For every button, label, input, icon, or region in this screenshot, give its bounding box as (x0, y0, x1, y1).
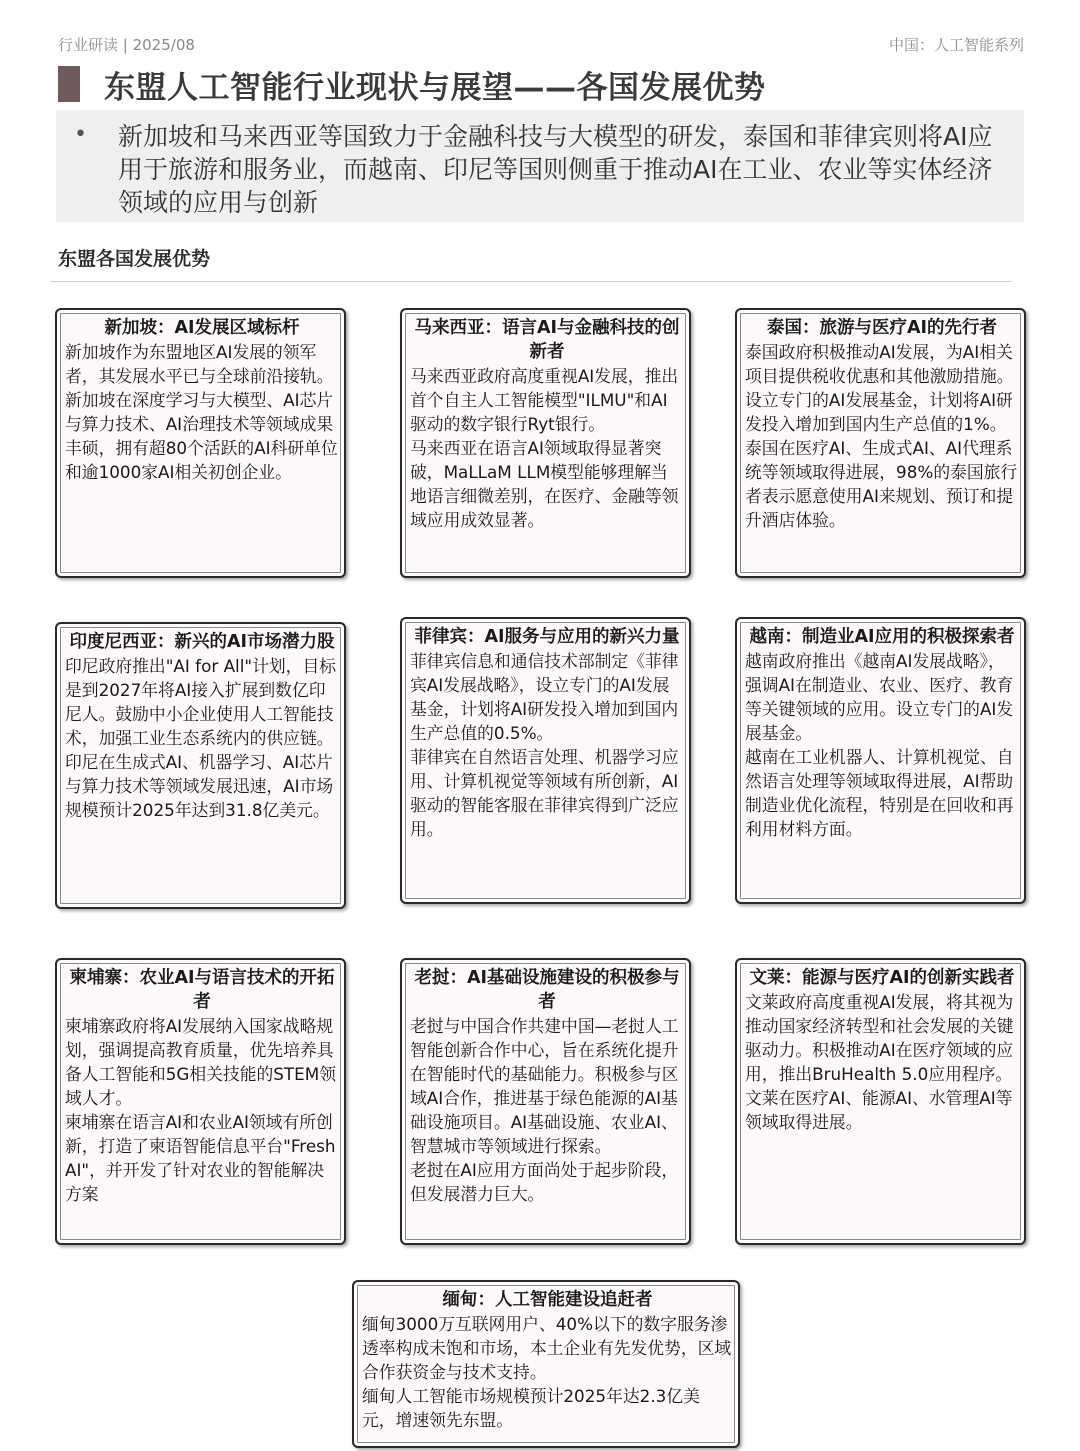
card-paragraph: 新加坡作为东盟地区AI发展的领军者，其发展水平已与全球前沿接轨。 (65, 342, 334, 386)
bullet-icon: • (74, 122, 87, 147)
card-paragraph: 柬埔寨政府将AI发展纳入国家战略规划，强调提高教育质量，优先培养具备人工智能和5G相关技能的STEM领域人才。 (65, 1016, 337, 1108)
card-paragraph: 老挝与中国合作共建中国—老挝人工智能创新合作中心，旨在系统化提升在智能时代的基础能力。积极参与区域AI合作，推进基于绿色能源的AI基础设施项目。AI基础设施、农业AI、智慧城市等领域进行探索。 (410, 1016, 679, 1156)
card-paragraph: 老挝在AI应用方面尚处于起步阶段，但发展潜力巨大。 (410, 1160, 679, 1204)
country-card-indonesia (55, 622, 346, 909)
card-title: 柬埔寨：农业AI与语言技术的开拓者 (69, 968, 335, 1012)
country-card-vietnam (735, 617, 1026, 904)
card-title: 文莱：能源与医疗AI的创新实践者 (749, 968, 1015, 988)
country-card-philippines (400, 617, 691, 904)
title-accent-bar (58, 66, 80, 102)
country-card-singapore (55, 308, 346, 578)
country-card-thailand (735, 308, 1026, 578)
summary-text: 新加坡和马来西亚等国致力于金融科技与大模型的研发，泰国和菲律宾则将AI应用于旅游和服务业，而越南、印尼等国则侧重于推动AI在工业、农业等实体经济领域的应用与创新 (118, 122, 993, 217)
card-paragraph: 泰国政府积极推动AI发展，为AI相关项目提供税收优惠和其他激励措施。设立专门的AI发展基金，计划将AI研发投入增加到国内生产总值的1%。 (745, 342, 1014, 434)
card-paragraph: 印尼在生成式AI、机器学习、AI芯片与算力技术等领域发展迅速，AI市场规模预计2025年达到31.8亿美元。 (65, 752, 334, 820)
card-title: 新加坡：AI发展区域标杆 (104, 318, 300, 338)
card-title: 缅甸：人工智能建设追赶者 (442, 1290, 653, 1310)
card-paragraph: 越南政府推出《越南AI发展战略》，强调AI在制造业、农业、医疗、教育等关键领域的应用。设立专门的AI发展基金。 (745, 651, 1014, 743)
report-category: 行业研读 | 2025/08 (58, 36, 195, 54)
card-title: 老挝：AI基础设施建设的积极参与者 (414, 968, 680, 1012)
card-title: 泰国：旅游与医疗AI的先行者 (766, 318, 998, 338)
card-title: 马来西亚：语言AI与金融科技的创新者 (414, 318, 680, 362)
page-title: 东盟人工智能行业现状与展望——各国发展优势 (104, 70, 766, 106)
report-series: 中国：人工智能系列 (888, 36, 1024, 54)
country-card-cambodia (55, 958, 346, 1245)
card-paragraph: 印尼政府推出"AI for All"计划，目标是到2027年将AI接入扩展到数亿印尼人。鼓励中小企业使用人工智能技术，加强工业生态系统内的供应链。 (65, 656, 337, 748)
card-title: 菲律宾：AI服务与应用的新兴力量 (414, 627, 680, 647)
country-card-myanmar (352, 1280, 740, 1448)
card-paragraph: 泰国在医疗AI、生成式AI、AI代理系统等领域取得进展，98%的泰国旅行者表示愿意使用AI来规划、预订和提升酒店体验。 (745, 438, 1018, 530)
card-paragraph: 柬埔寨在语言AI和农业AI领域有所创新，打造了柬语智能信息平台"Fresh AI"，并开发了针对农业的智能解决方案 (65, 1112, 336, 1204)
country-card-brunei (735, 958, 1026, 1245)
card-paragraph: 菲律宾在自然语言处理、机器学习应用、计算机视觉等领域有所创新，AI驱动的智能客服在菲律宾得到广泛应用。 (410, 747, 679, 839)
card-paragraph: 菲律宾信息和通信技术部制定《菲律宾AI发展战略》，设立专门的AI发展基金，计划将AI研发投入增加到国内生产总值的0.5%。 (410, 651, 679, 743)
country-card-laos (400, 958, 691, 1245)
card-title: 越南：制造业AI应用的积极探索者 (749, 627, 1015, 647)
section-divider (50, 281, 1012, 282)
summary-box (56, 110, 1024, 222)
country-card-malaysia (400, 308, 691, 578)
section-title: 东盟各国发展优势 (58, 248, 211, 270)
card-title: 印度尼西亚：新兴的AI市场潜力股 (69, 632, 335, 652)
card-paragraph: 文莱政府高度重视AI发展，将其视为推动国家经济转型和社会发展的关键驱动力。积极推动AI在医疗领域的应用，推出BruHealth 5.0应用程序。 (745, 992, 1014, 1084)
card-paragraph: 文莱在医疗AI、能源AI、水管理AI等领域取得进展。 (745, 1088, 1013, 1132)
card-paragraph: 马来西亚在语言AI领域取得显著突破，MaLLaM LLM模型能够理解当地语言细微差别，在医疗、金融等领域应用成效显著。 (410, 438, 679, 530)
card-paragraph: 越南在工业机器人、计算机视觉、自然语言处理等领域取得进展，AI帮助制造业优化流程，特别是在回收和再利用材料方面。 (745, 747, 1014, 839)
card-paragraph: 缅甸3000万互联网用户、40%以下的数字服务渗透率构成未饱和市场，本土企业有先发优势，区域合作获资金与技术支持。 (362, 1314, 732, 1382)
card-paragraph: 新加坡在深度学习与大模型、AI芯片与算力技术、AI治理技术等领域成果丰硕，拥有超80个活跃的AI科研单位和逾1000家AI相关初创企业。 (65, 390, 338, 482)
card-paragraph: 马来西亚政府高度重视AI发展，推出首个自主人工智能模型"ILMU"和AI驱动的数字银行Ryt银行。 (410, 366, 679, 434)
card-paragraph: 缅甸人工智能市场规模预计2025年达2.3亿美元，增速领先东盟。 (362, 1386, 700, 1430)
